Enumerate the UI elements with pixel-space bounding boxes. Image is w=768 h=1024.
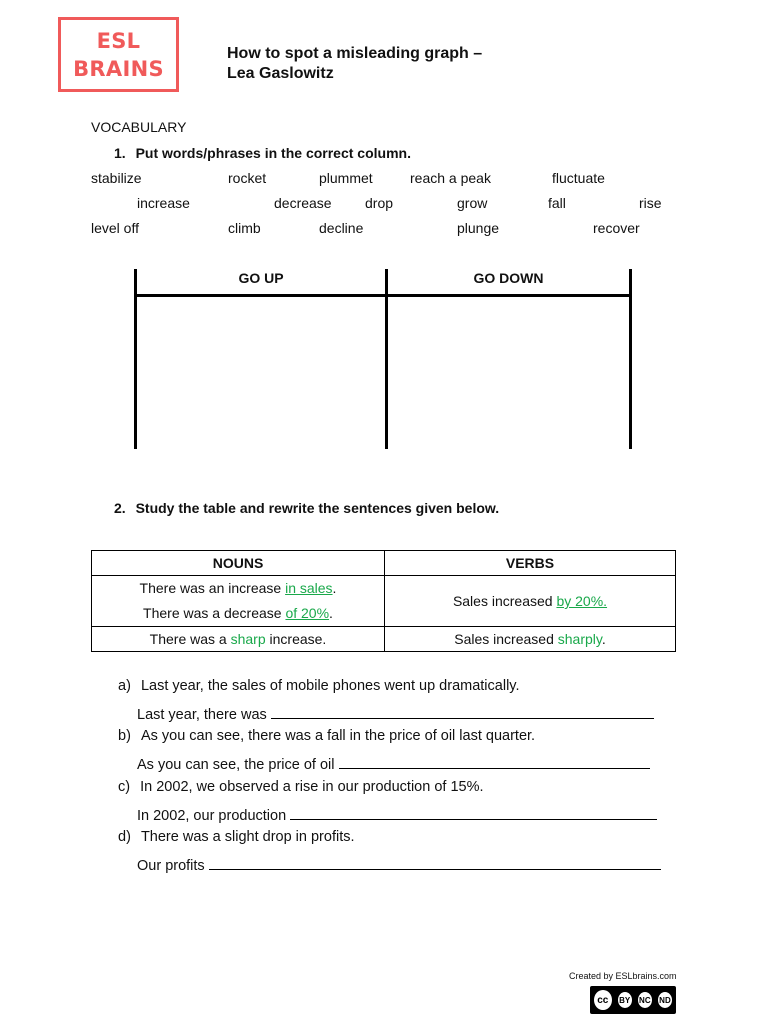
nd-icon: ND	[656, 990, 674, 1010]
exercise-sentence	[118, 779, 484, 795]
exercise-prompt: As you can see, the price of oil	[137, 757, 335, 773]
word-item: rocket	[228, 170, 267, 186]
title-line2: Lea Gaslowitz	[227, 65, 334, 82]
exercise-prompt: Last year, there was	[137, 707, 267, 723]
logo-line2: BRAINS	[73, 56, 164, 81]
chart-header-rule	[134, 294, 632, 297]
noun-example-2	[92, 601, 384, 626]
grammar-table	[91, 550, 676, 652]
title-line1: How to spot a misleading graph –	[227, 45, 483, 62]
example-text: increase.	[265, 631, 327, 647]
exercise-text: Last year, the sales of mobile phones went up dramatically.	[140, 678, 520, 694]
word-item: drop	[365, 195, 394, 211]
table-cell-verbs	[385, 576, 676, 627]
exercise-label: b)	[118, 728, 131, 744]
word-item: grow	[457, 195, 488, 211]
go-up-header: GO UP	[238, 270, 284, 286]
example-text: Sales increased	[454, 631, 558, 647]
verbs-header: VERBS	[385, 551, 676, 576]
document-title	[227, 44, 482, 84]
by-icon: BY	[616, 990, 634, 1010]
answer-blank[interactable]	[339, 754, 650, 769]
highlight-text: of 20%	[285, 605, 330, 621]
example-text: Sales increased	[452, 593, 557, 609]
task2-text: Study the table and rewrite the sentences given below.	[135, 500, 500, 516]
task1-text: Put words/phrases in the correct column.	[135, 145, 411, 161]
cc-icon: cc	[592, 988, 614, 1012]
go-up-column[interactable]	[138, 298, 384, 448]
task1-number: 1.	[114, 145, 126, 161]
exercise-answer-line	[137, 754, 650, 773]
task2-number: 2.	[114, 500, 126, 516]
word-item: decline	[319, 220, 364, 236]
word-item: increase	[137, 195, 190, 211]
exercise-label: a)	[118, 678, 131, 694]
section-label: VOCABULARY	[91, 119, 187, 135]
nc-icon: NC	[636, 990, 654, 1010]
task1-title	[114, 145, 411, 161]
go-down-header: GO DOWN	[473, 270, 544, 286]
example-text: .	[329, 605, 333, 621]
exercise-text: As you can see, there was a fall in the price of oil last quarter.	[140, 728, 536, 744]
answer-blank[interactable]	[271, 704, 654, 719]
word-item: stabilize	[91, 170, 142, 186]
example-text: There was a	[149, 631, 231, 647]
table-header-row	[92, 551, 676, 576]
word-item: climb	[228, 220, 261, 236]
exercise-answer-line	[137, 855, 661, 874]
word-item: decrease	[274, 195, 332, 211]
answer-blank[interactable]	[209, 855, 661, 870]
highlight-text: sharply	[557, 631, 602, 647]
exercise-label: d)	[118, 829, 131, 845]
example-text: .	[332, 580, 337, 596]
example-text: There was an increase	[139, 580, 286, 596]
exercise-prompt: In 2002, our production	[137, 808, 287, 824]
exercise-text: There was a slight drop in profits.	[140, 829, 355, 845]
nouns-header: NOUNS	[92, 551, 385, 576]
word-item: fall	[548, 195, 566, 211]
exercise-answer-line	[137, 704, 654, 723]
answer-blank[interactable]	[290, 805, 657, 820]
table-row	[92, 627, 676, 652]
word-item: rise	[639, 195, 662, 211]
exercise-answer-line	[137, 805, 657, 824]
example-text: There was a decrease	[143, 605, 286, 621]
esl-brains-logo	[58, 17, 179, 92]
go-down-column[interactable]	[389, 298, 628, 448]
creator-credit: Created by ESLbrains.com	[569, 971, 677, 981]
word-item: level off	[91, 220, 139, 236]
task2-title	[114, 500, 499, 516]
logo-line1: ESL	[96, 28, 141, 53]
creative-commons-badge[interactable]	[590, 986, 676, 1014]
exercise-label: c)	[118, 779, 131, 795]
word-item: recover	[593, 220, 640, 236]
exercise-prompt: Our profits	[137, 858, 205, 874]
exercise-sentence	[118, 678, 520, 694]
example-text: .	[601, 631, 606, 647]
table-cell-nouns	[92, 576, 385, 627]
table-cell-nouns	[92, 627, 385, 652]
table-row	[92, 576, 676, 627]
word-item: fluctuate	[552, 170, 605, 186]
exercise-text: In 2002, we observed a rise in our production of 15%.	[140, 779, 484, 795]
highlight-text: by 20%.	[556, 593, 608, 609]
exercise-sentence	[118, 728, 535, 744]
table-cell-verbs	[385, 627, 676, 652]
word-item: plunge	[457, 220, 500, 236]
exercise-sentence	[118, 829, 355, 845]
word-item: plummet	[319, 170, 373, 186]
highlight-text: in sales	[285, 580, 333, 596]
word-item: reach a peak	[410, 170, 491, 186]
highlight-text: sharp	[230, 631, 266, 647]
noun-example-1	[92, 576, 384, 601]
